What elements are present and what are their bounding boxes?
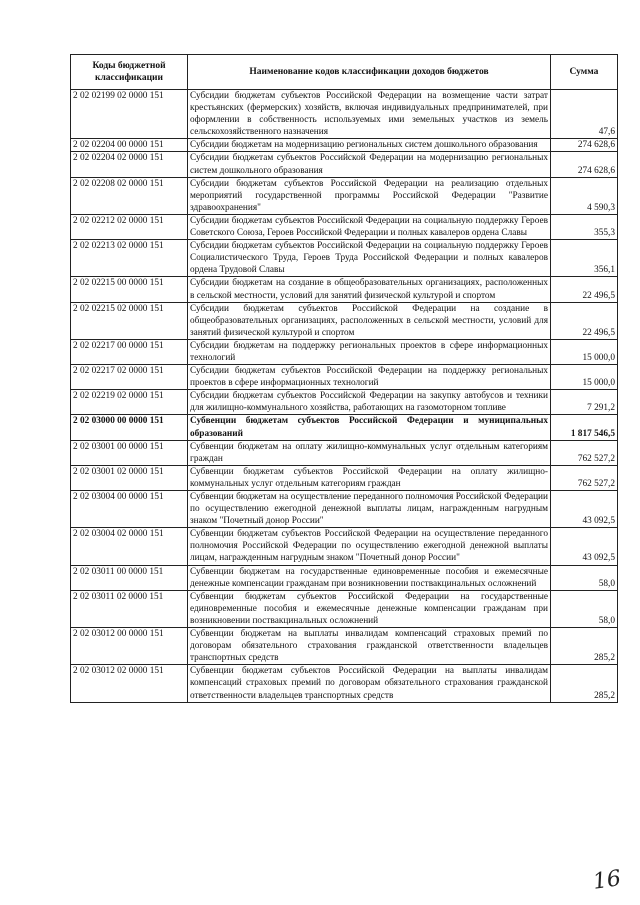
table-row (71, 152, 618, 177)
table-row (71, 528, 618, 565)
row-name: Субсидии бюджетам субъектов Российской Федерации на создание в общеобразовательных организациях, расположенных в сельской местности, условий для занятий физической культурой и спортом (188, 302, 551, 339)
row-sum: 22 496,5 (551, 302, 618, 339)
row-name: Субсидии бюджетам на создание в общеобразовательных организациях, расположенных в сельской местности, условий для занятий физической культурой и спортом (188, 277, 551, 302)
row-sum: 1 817 546,5 (551, 415, 618, 440)
row-sum: 58,0 (551, 590, 618, 627)
table-row (71, 590, 618, 627)
table-row (71, 390, 618, 415)
row-sum: 47,6 (551, 90, 618, 139)
row-code: 2 02 02204 02 0000 151 (71, 152, 188, 177)
table-row (71, 565, 618, 590)
row-name: Субвенции бюджетам субъектов Российской Федерации на выплаты инвалидам компенсаций страховых премий по договорам обязательного страхования гражданской ответственности владельцев транспортных средств (188, 665, 551, 702)
table-body (71, 90, 618, 703)
table-row (71, 491, 618, 528)
row-name: Субвенции бюджетам на выплаты инвалидам компенсаций страховых премий по договорам обязательного страхования гражданской ответственности владельцев транспортных средств (188, 628, 551, 665)
row-name: Субвенции бюджетам субъектов Российской Федерации на государственные единовременные пособия и ежемесячные денежные компенсации гражданам при возникновении поствакцинальных осложнений (188, 590, 551, 627)
row-name: Субсидии бюджетам субъектов Российской Федерации на поддержку региональных проектов в сфере информационных технологий (188, 365, 551, 390)
row-code: 2 02 03004 00 0000 151 (71, 491, 188, 528)
row-sum: 43 092,5 (551, 491, 618, 528)
row-code: 2 02 02215 02 0000 151 (71, 302, 188, 339)
table-row (71, 277, 618, 302)
row-name: Субсидии бюджетам субъектов Российской Федерации на закупку автобусов и техники для жилищно-коммунального хозяйства, работающих на газомоторном топливе (188, 390, 551, 415)
row-name: Субвенции бюджетам на осуществление переданного полномочия Российской Федерации по осуществлению ежегодной денежной выплаты лицам, награжденным нагрудным знаком "Почетный донор России" (188, 491, 551, 528)
budget-table-page (70, 54, 617, 703)
row-sum: 285,2 (551, 628, 618, 665)
row-sum: 22 496,5 (551, 277, 618, 302)
table-row (71, 440, 618, 465)
row-code: 2 02 03000 00 0000 151 (71, 415, 188, 440)
row-sum: 43 092,5 (551, 528, 618, 565)
row-sum: 274 628,6 (551, 139, 618, 152)
row-sum: 355,3 (551, 214, 618, 239)
table-row (71, 365, 618, 390)
row-name: Субсидии бюджетам субъектов Российской Федерации на модернизацию региональных систем дошкольного образования (188, 152, 551, 177)
row-name: Субвенции бюджетам на оплату жилищно-коммунальных услуг отдельным категориям граждан (188, 440, 551, 465)
row-sum: 58,0 (551, 565, 618, 590)
row-name: Субсидии бюджетам субъектов Российской Федерации на социальную поддержку Героев Социалистического Труда, Героев Труда Российской Федерации и полных кавалеров ордена Трудовой Славы (188, 240, 551, 277)
row-sum: 285,2 (551, 665, 618, 702)
row-name: Субсидии бюджетам субъектов Российской Федерации на реализацию отдельных мероприятий государственной программы Российской Федерации "Развитие здравоохранения" (188, 177, 551, 214)
table-row (71, 302, 618, 339)
row-name: Субсидии бюджетам на модернизацию региональных систем дошкольного образования (188, 139, 551, 152)
row-code: 2 02 02217 02 0000 151 (71, 365, 188, 390)
row-name: Субсидии бюджетам субъектов Российской Федерации на возмещение части затрат крестьянских (фермерских) хозяйств, включая индивидуальных предпринимателей, при оформлении в собственность используемых ими земельных участков из земель сельскохозяйственного назначения (188, 90, 551, 139)
row-code: 2 02 03004 02 0000 151 (71, 528, 188, 565)
row-sum: 762 527,2 (551, 440, 618, 465)
row-name: Субвенции бюджетам на государственные единовременные пособия и ежемесячные денежные компенсации гражданам при возникновении поствакцинальных осложнений (188, 565, 551, 590)
row-code: 2 02 02208 02 0000 151 (71, 177, 188, 214)
row-code: 2 02 02217 00 0000 151 (71, 339, 188, 364)
row-name: Субвенции бюджетам субъектов Российской Федерации на оплату жилищно-коммунальных услуг отдельным категориям граждан (188, 465, 551, 490)
table-row (71, 465, 618, 490)
row-sum: 356,1 (551, 240, 618, 277)
table-row (71, 665, 618, 702)
row-name: Субвенции бюджетам субъектов Российской Федерации и муниципальных образований (188, 415, 551, 440)
row-code: 2 02 02212 02 0000 151 (71, 214, 188, 239)
row-code: 2 02 03011 02 0000 151 (71, 590, 188, 627)
row-sum: 4 590,3 (551, 177, 618, 214)
row-name: Субсидии бюджетам субъектов Российской Федерации на социальную поддержку Героев Советского Союза, Героев Российской Федерации и полных кавалеров ордена Славы (188, 214, 551, 239)
table-row (71, 177, 618, 214)
table-row (71, 339, 618, 364)
row-code: 2 02 03011 00 0000 151 (71, 565, 188, 590)
row-code: 2 02 02199 02 0000 151 (71, 90, 188, 139)
table-row (71, 415, 618, 440)
page-number: 16 (591, 866, 623, 895)
table-header-row (71, 55, 618, 90)
header-name: Наименование кодов классификации доходов бюджетов (188, 55, 551, 90)
row-name: Субвенции бюджетам субъектов Российской Федерации на осуществление переданного полномочия Российской Федерации по осуществлению ежегодной денежной выплаты лицам, награжденным нагрудным знаком "Почетный донор России" (188, 528, 551, 565)
row-sum: 274 628,6 (551, 152, 618, 177)
row-sum: 762 527,2 (551, 465, 618, 490)
row-code: 2 02 03001 02 0000 151 (71, 465, 188, 490)
header-codes: Коды бюджетной классификации (71, 55, 188, 90)
table-row (71, 214, 618, 239)
table-row (71, 90, 618, 139)
row-code: 2 02 02219 02 0000 151 (71, 390, 188, 415)
table-row (71, 139, 618, 152)
row-code: 2 02 02213 02 0000 151 (71, 240, 188, 277)
table-row (71, 628, 618, 665)
table-row (71, 240, 618, 277)
row-code: 2 02 03012 00 0000 151 (71, 628, 188, 665)
row-code: 2 02 02204 00 0000 151 (71, 139, 188, 152)
row-code: 2 02 03012 02 0000 151 (71, 665, 188, 702)
row-code: 2 02 03001 00 0000 151 (71, 440, 188, 465)
row-sum: 15 000,0 (551, 365, 618, 390)
header-sum: Сумма (551, 55, 618, 90)
budget-classification-table (70, 54, 618, 703)
row-name: Субсидии бюджетам на поддержку региональных проектов в сфере информационных технологий (188, 339, 551, 364)
row-sum: 7 291,2 (551, 390, 618, 415)
row-code: 2 02 02215 00 0000 151 (71, 277, 188, 302)
row-sum: 15 000,0 (551, 339, 618, 364)
